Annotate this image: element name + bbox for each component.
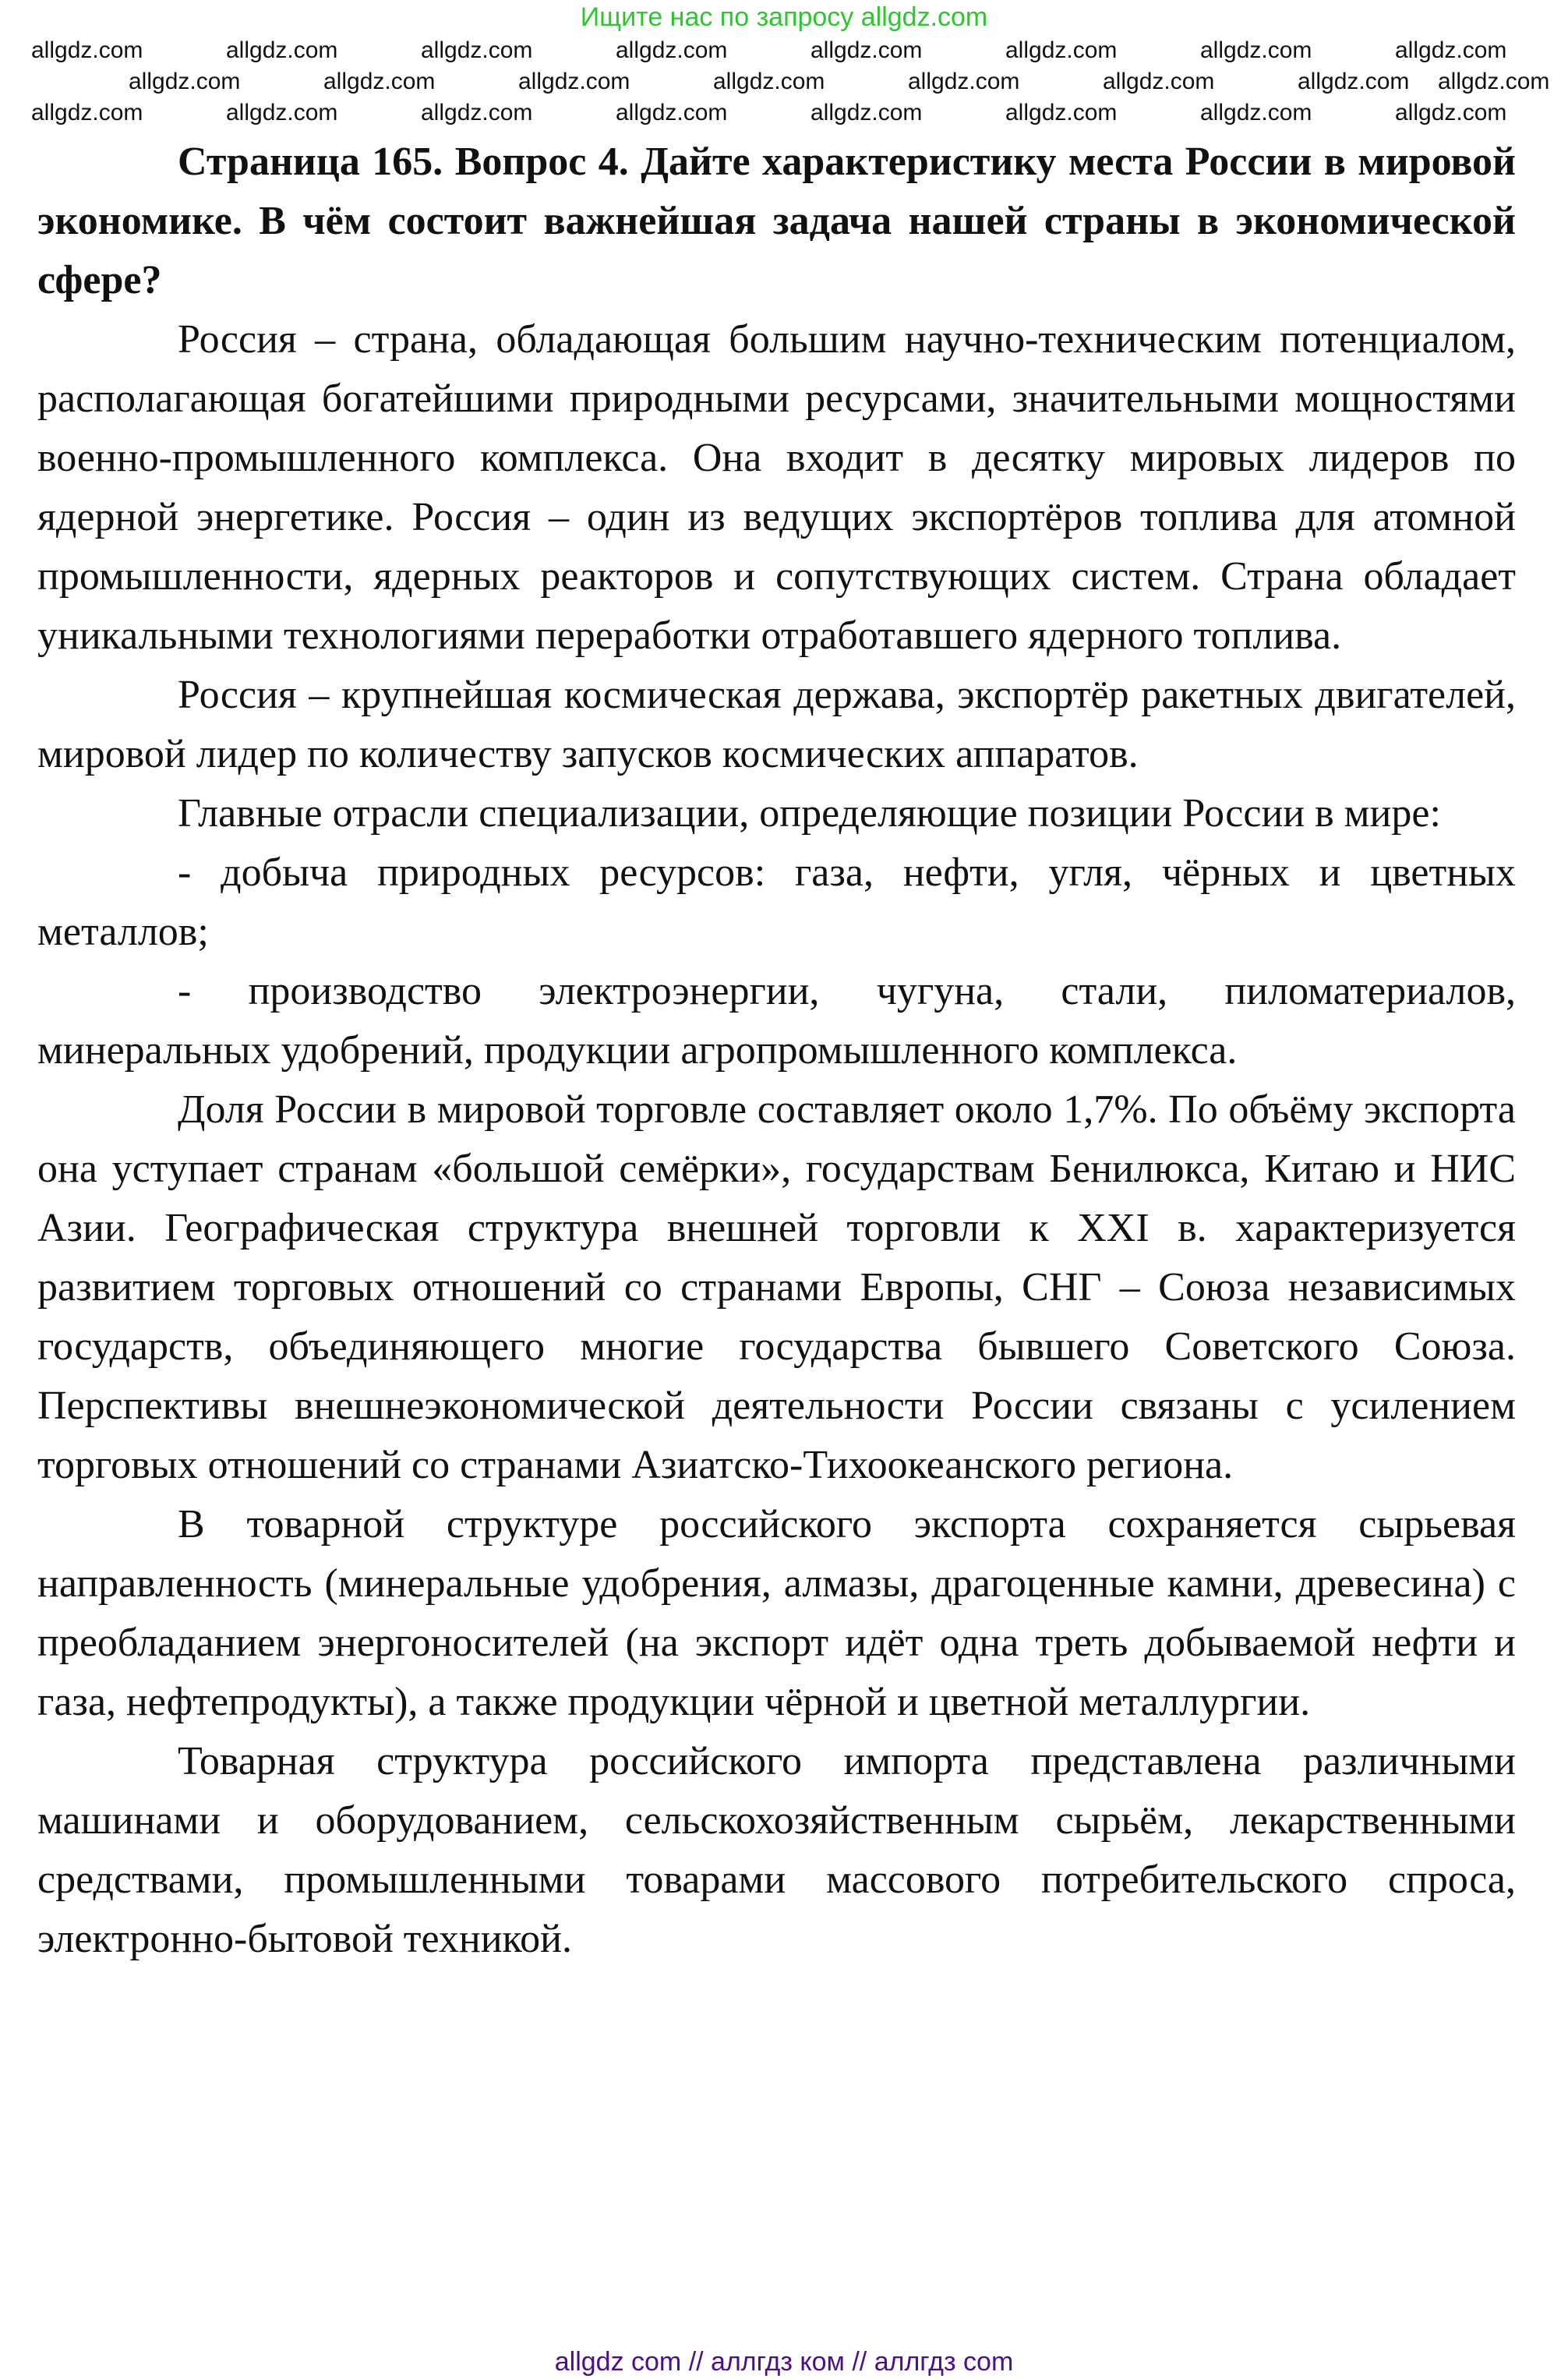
watermark: allgdz.com (1005, 37, 1118, 63)
watermark: allgdz.com (518, 69, 630, 94)
watermark: allgdz.com (810, 100, 923, 125)
paragraph: Россия – страна, обладающая большим научно-техническим потенциалом, располагающая богатейшими природными ресурсами, значительными мощностями военно-промышленного комплекса. Она входит в десятку мировых лидеров по ядерной энергетике. Россия – один из ведущих экспортёров топлива для атомной промышленности, ядерных реакторов и сопутствующих систем. Страна обладает уникальными технологиями переработки отработавшего ядерного топлива. (37, 317, 1516, 658)
paragraph: Доля России в мировой торговле составляет около 1,7%. По объёму экспорта она уступает странам «большой семёрки», государствам Бенилюкса, Китаю и НИС Азии. Географическая структура внешней торговли к XXI в. характеризуется развитием торговых отношений со странами Европы, СНГ – Союза независимых государств, объединяющего многие государства бывшего Советского Союза. Перспективы внешнеэкономической деятельности России связаны с усилением торговых отношений со странами Азиатско-Тихоокеанского региона. (37, 1087, 1516, 1487)
watermarks (0, 37, 1568, 129)
top-search-banner[interactable]: Ищите нас по запросу allgdz.com (580, 2, 988, 32)
paragraph: Товарная структура российского импорта представлена различными машинами и оборудованием, сельскохозяйственным сырьём, лекарственными средствами, промышленными товарами массового потребительского спроса, электронно-бытовой техникой. (37, 1739, 1516, 1961)
paragraph: Главные отрасли специализации, определяющие позиции России в мире: (178, 791, 1441, 836)
watermark: allgdz.com (226, 100, 338, 125)
list-item: - добыча природных ресурсов: газа, нефти, угля, чёрных и цветных металлов; (37, 850, 1516, 954)
watermark: allgdz.com (810, 37, 923, 63)
paragraph: Россия – крупнейшая космическая держава, экспортёр ракетных двигателей, мировой лидер по количеству запусков космических аппаратов. (37, 673, 1516, 776)
watermark: allgdz.com (323, 69, 436, 94)
watermark: allgdz.com (1395, 37, 1507, 63)
watermark: allgdz.com (421, 100, 533, 125)
watermark: allgdz.com (713, 69, 825, 94)
bottom-site-banner[interactable]: allgdz com // аллгдз ком // аллгдз com (554, 2347, 1014, 2377)
watermark: allgdz.com (31, 100, 143, 125)
watermark: allgdz.com (616, 100, 728, 125)
paragraph: В товарной структуре российского экспорта сохраняется сырьевая направленность (минеральные удобрения, алмазы, драгоценные камни, древесина) с преобладанием энергоносителей (на экспорт идёт одна треть добываемой нефти и газа, нефтепродукты), а также продукции чёрной и цветной металлургии. (37, 1502, 1516, 1724)
watermark: allgdz.com (1200, 100, 1312, 125)
document-body (37, 133, 1516, 1969)
watermark: allgdz.com (31, 37, 143, 63)
watermark: allgdz.com (1298, 69, 1410, 94)
watermark: allgdz.com (908, 69, 1020, 94)
watermark: allgdz.com (129, 69, 241, 94)
question-heading: Страница 165. Вопрос 4. Дайте характеристику места России в мировой экономике. В чём состоит важнейшая задача нашей страны в экономической сфере? (37, 140, 1516, 302)
watermark: allgdz.com (1438, 69, 1550, 94)
watermark: allgdz.com (616, 37, 728, 63)
list-item: - производство электроэнергии, чугуна, стали, пиломатериалов, минеральных удобрений, продукции агропромышленного комплекса. (37, 969, 1516, 1073)
watermark: allgdz.com (226, 37, 338, 63)
watermark: allgdz.com (421, 37, 533, 63)
watermark: allgdz.com (1005, 100, 1118, 125)
watermark: allgdz.com (1200, 37, 1312, 63)
watermark: allgdz.com (1103, 69, 1215, 94)
watermark: allgdz.com (1395, 100, 1507, 125)
